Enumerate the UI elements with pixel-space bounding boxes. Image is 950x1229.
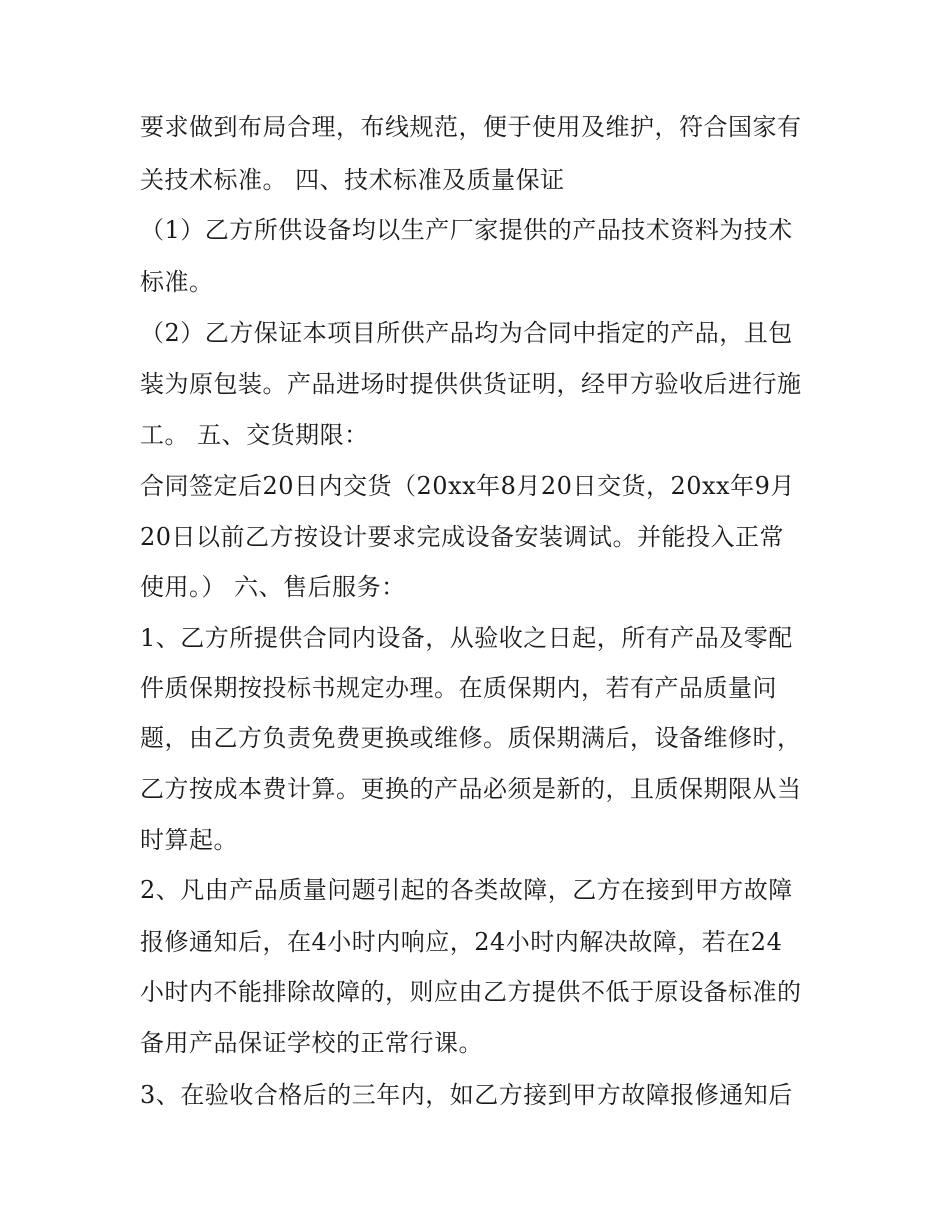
- text-line: 时算起。: [140, 826, 238, 854]
- text-line: 工。 五、交货期限：: [140, 421, 369, 449]
- text-line: 备用产品保证学校的正常行课。: [140, 1029, 483, 1057]
- text-line: 1、乙方所提供合同内设备，从验收之日起，所有产品及零配: [140, 624, 793, 652]
- text-line: 合同签定后20日内交货（20xx年8月20日交货，20xx年9月: [140, 472, 795, 500]
- text-line: 使用。） 六、售后服务：: [140, 573, 406, 601]
- text-line: 装为原包装。产品进场时提供供货证明，经甲方验收后进行施: [140, 370, 802, 398]
- text-line: 乙方按成本费计算。更换的产品必须是新的，且质保期限从当: [140, 775, 802, 803]
- text-line: 小时内不能排除故障的，则应由乙方提供不低于原设备标准的: [140, 978, 802, 1006]
- text-line: （1）乙方所供设备均以生产厂家提供的产品技术资料为技术: [140, 216, 793, 244]
- text-line: 2、凡由产品质量问题引起的各类故障，乙方在接到甲方故障: [140, 876, 793, 904]
- text-line: （2）乙方保证本项目所供产品均为合同中指定的产品，且包: [140, 319, 793, 347]
- text-line: 标准。: [140, 268, 214, 296]
- text-line: 报修通知后，在4小时内响应，24小时内解决故障，若在24: [140, 928, 783, 956]
- text-line: 题，由乙方负责免费更换或维修。质保期满后，设备维修时，: [140, 724, 802, 752]
- text-line: 关技术标准。 四、技术标准及质量保证: [140, 166, 565, 194]
- text-line: 20日以前乙方按设计要求完成设备安装调试。并能投入正常: [140, 523, 785, 551]
- text-line: 要求做到布局合理，布线规范，便于使用及维护，符合国家有: [140, 113, 802, 141]
- text-line: 3、在验收合格后的三年内，如乙方接到甲方故障报修通知后: [140, 1081, 793, 1109]
- text-line: 件质保期按投标书规定办理。在质保期内，若有产品质量问: [140, 674, 777, 702]
